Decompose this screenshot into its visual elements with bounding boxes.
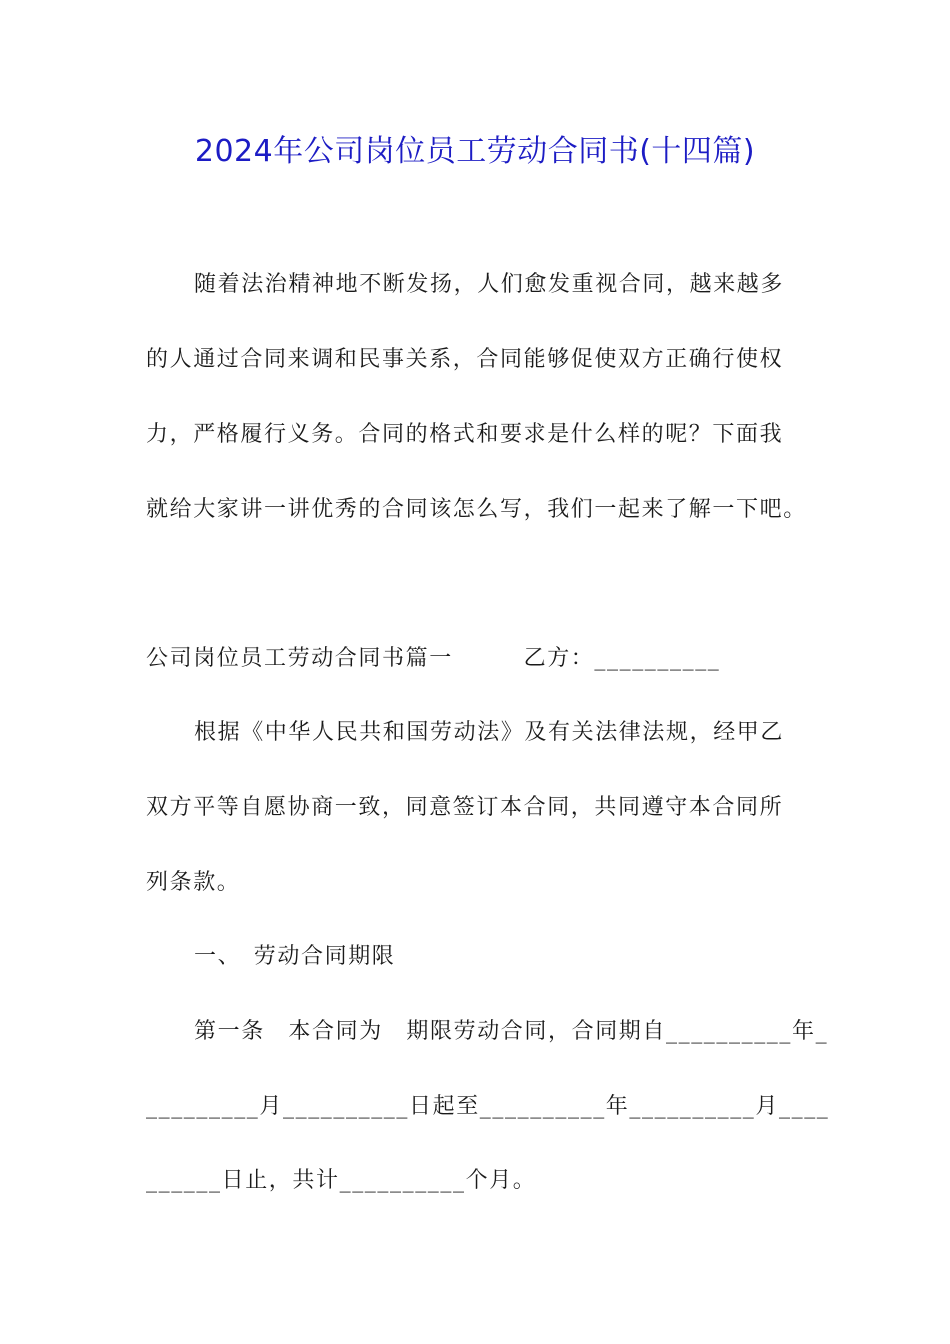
document-title: 2024年公司岗位员工劳动合同书(十四篇): [194, 134, 756, 169]
basis-line-2: 双方平等自愿协商一致，同意签订本合同，共同遵守本合同所: [146, 795, 784, 820]
article-one-line-2: _________月__________日起至__________年__________月____: [146, 1094, 830, 1119]
basis-line-1: 根据《中华人民共和国劳动法》及有关法律法规，经甲乙: [194, 720, 785, 745]
clause-heading: 一、 劳动合同期限: [194, 944, 396, 969]
intro-line-3: 力，严格履行义务。合同的格式和要求是什么样的呢？下面我: [146, 422, 784, 447]
intro-line-1: 随着法治精神地不断发扬，人们愈发重视合同，越来越多: [194, 272, 785, 297]
article-one-line-1: 第一条 本合同为 期限劳动合同，合同期自__________年_: [194, 1019, 829, 1044]
section-heading: 公司岗位员工劳动合同书篇一 乙方：__________: [146, 646, 721, 671]
intro-line-4: 就给大家讲一讲优秀的合同该怎么写，我们一起来了解一下吧。: [146, 497, 807, 522]
intro-line-2: 的人通过合同来调和民事关系，合同能够促使双方正确行使权: [146, 347, 784, 372]
basis-line-3: 列条款。: [146, 870, 241, 895]
article-one-line-3: ______日止，共计__________个月。: [146, 1168, 537, 1193]
